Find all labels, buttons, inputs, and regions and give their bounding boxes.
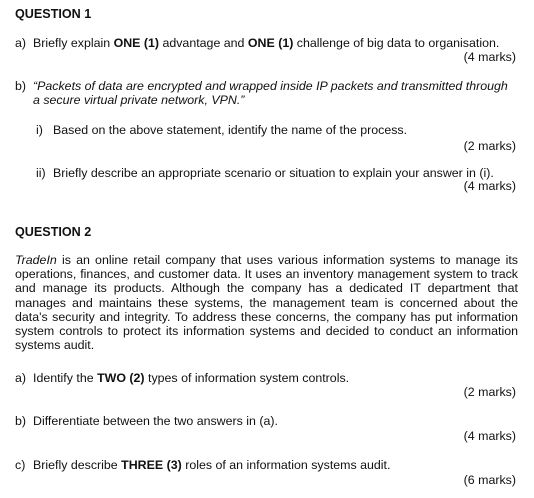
- question-2-heading: QUESTION 2: [15, 225, 92, 239]
- q2-part-b-text: Differentiate between the two answers in (a).: [33, 414, 278, 428]
- q2-part-c-text: Briefly describe THREE (3) roles of an information systems audit.: [33, 458, 391, 472]
- q1-part-a-marks: (4 marks): [463, 50, 516, 64]
- q1-part-b-ii-label: ii): [36, 166, 46, 180]
- q1-part-b-i-label: i): [36, 123, 43, 137]
- q2-part-a-marks: (2 marks): [463, 385, 516, 399]
- q1-part-a-text: Briefly explain ONE (1) advantage and ONE (1) challenge of big data to organisation.: [33, 36, 500, 50]
- q2-part-a-text: Identify the TWO (2) types of information system controls.: [33, 371, 350, 385]
- q1-part-b-i-text: Based on the above statement, identify the name of the process.: [53, 123, 408, 137]
- q1-part-a-label: a): [15, 36, 27, 50]
- q1-part-b-i-marks: (2 marks): [463, 139, 516, 153]
- q2-company-name: TradeIn: [15, 253, 57, 267]
- q1-part-b-ii-marks: (4 marks): [463, 179, 516, 193]
- q2-scenario-paragraph: TradeIn is an online retail company that uses various information systems to manage its operations, finances, and customer data. It uses an inventory management system to track and manage its products. Although the company has a dedicated IT department that manages and maintains these systems, the management team is concerned about the data's security and integrity. To address these concerns, the company has put information system controls to protect its information systems and decided to conduct an information systems audit.: [15, 253, 518, 353]
- q1-part-b-quote-line1: “Packets of data are encrypted and wrapped inside IP packets and transmitted through: [33, 79, 508, 93]
- q1-part-b-quote-line2: a secure virtual private network, VPN.”: [33, 93, 245, 107]
- q2-part-b-marks: (4 marks): [463, 429, 516, 443]
- q1-part-b-label: b): [15, 79, 27, 93]
- q1-part-b-ii-text: Briefly describe an appropriate scenario or situation to explain your answer in (i).: [53, 166, 494, 180]
- q2-part-b-label: b): [15, 414, 27, 428]
- question-1-heading: QUESTION 1: [15, 7, 92, 21]
- q2-part-a-label: a): [15, 371, 27, 385]
- q2-part-c-label: c): [15, 458, 26, 472]
- q2-part-c-marks: (6 marks): [463, 473, 516, 487]
